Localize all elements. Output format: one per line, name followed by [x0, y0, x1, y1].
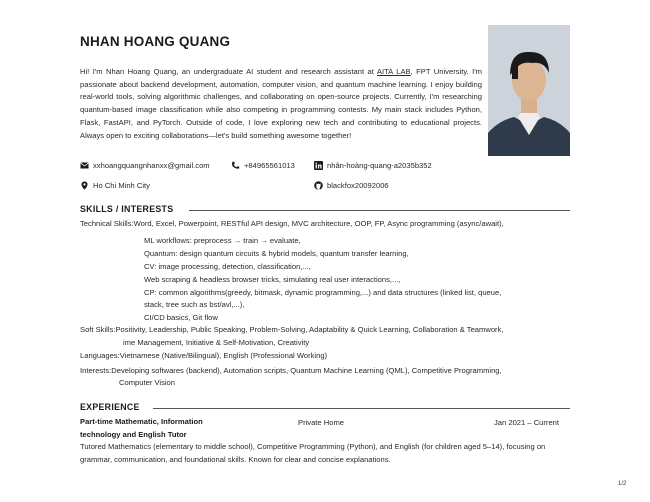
bio-paragraph: [80, 66, 482, 142]
soft-skills-continued: ime Management, Initiative & Self-Motivation, Creativity: [123, 338, 310, 347]
location-contact: [80, 181, 150, 190]
aita-lab-link[interactable]: AITA LAB: [376, 67, 411, 76]
interests-continued: Computer Vision: [119, 378, 175, 387]
technical-skill-item: CP: common algorithms(greedy, bitmask, dynamic programming,...) and data structures (linked list, queue,: [144, 288, 502, 297]
github-icon: [314, 181, 323, 190]
job-title-line: technology and English Tutor: [80, 429, 187, 439]
location-pin-icon: [80, 181, 89, 190]
job-title: [80, 416, 203, 441]
profile-photo-drawing: [488, 25, 570, 156]
technical-skill-item: CV: image processing, detection, classification,...,: [144, 262, 311, 271]
phone-text: +84965561013: [244, 161, 295, 170]
technical-skills-value: Word, Excel, Powerpoint, RESTful API design, MVC architecture, OOP, FP, Async programming (async/await),: [133, 219, 504, 228]
job-title-line: Part-time Mathematic, Information: [80, 417, 203, 426]
job-date-range: Jan 2021 – Current: [494, 418, 560, 427]
experience-divider: [153, 408, 570, 409]
soft-skills-label: Soft Skills:: [80, 325, 116, 334]
job-description: Tutored Mathematics (elementary to middle school), Competitive Programming (Python), and English (for children aged 5–14), focusing on grammar, communication, and foundational skills. Known for clear and concise explanations.: [80, 442, 546, 464]
email-text: xxhoangquangnhanxx@gmail.com: [93, 161, 210, 170]
skills-section-title: SKILLS / INTERESTS: [80, 204, 174, 214]
email-icon: [80, 161, 89, 170]
experience-section-title: EXPERIENCE: [80, 402, 140, 412]
technical-skills-label: Technical Skills:: [80, 219, 134, 228]
technical-skill-item: Web scraping & headless browser tricks, simulating real user interactions,...,: [144, 275, 401, 284]
phone-contact[interactable]: [231, 161, 295, 170]
technical-skill-item: Quantum: design quantum circuits & hybrid models, quantum transfer learning,: [144, 249, 409, 258]
technical-skills-line: [80, 219, 504, 228]
job-organization: Private Home: [298, 418, 345, 427]
bio-text-1: Hi! I'm Nhan Hoang Quang, an undergraduate AI student and research assistant at: [80, 67, 377, 76]
linkedin-icon: [314, 161, 323, 170]
skills-divider: [189, 210, 570, 211]
github-contact[interactable]: [314, 181, 389, 190]
technical-skill-item: ML workflows: preprocess → train → evaluate,: [144, 236, 301, 245]
linkedin-text: nhân-hoàng-quang-a2035b352: [327, 161, 432, 170]
languages-line: [80, 351, 327, 360]
interests-label: Interests:: [80, 366, 112, 375]
languages-value: Vietnamese (Native/Bilingual), English (Professional Working): [119, 351, 328, 360]
technical-skill-item: CI/CD basics, Git flow: [144, 313, 218, 322]
page-number: 1/2: [618, 481, 627, 487]
profile-photo: [488, 25, 570, 156]
phone-icon: [231, 161, 240, 170]
linkedin-contact[interactable]: [314, 161, 432, 170]
soft-skills-line: [80, 325, 504, 334]
interests-value: Developing softwares (backend), Automation scripts, Quantum Machine Learning (QML), Competitive Programming,: [111, 366, 502, 375]
languages-label: Languages:: [80, 351, 120, 360]
technical-skill-item: stack, tree such as bst/avl,...),: [144, 300, 245, 309]
interests-line: [80, 366, 502, 375]
bio-text-2: , FPT University. I'm passionate about backend development, automation, computer vision, and quantum machine learning. I enjoy building real-world tools, solving algorithmic challenges, and collaborating on open-source projects. Currently, I'm researching quantum-based image classification while also competing in programming contests. My main stack includes Python, Flask, FastAPI, and PyTorch. Outside of code, I love exploring new tech and contributing to educational projects. Always open to exciting collaborations—let's build something awesome together!: [80, 67, 482, 140]
email-contact[interactable]: [80, 161, 210, 170]
location-text: Ho Chi Minh City: [93, 181, 150, 190]
soft-skills-value: Positivity, Leadership, Public Speaking, Problem-Solving, Adaptability & Quick Learning, Collaboration & Teamwork,: [115, 325, 504, 334]
resume-name: NHAN HOANG QUANG: [80, 34, 231, 49]
github-text: blackfox20092006: [327, 181, 389, 190]
